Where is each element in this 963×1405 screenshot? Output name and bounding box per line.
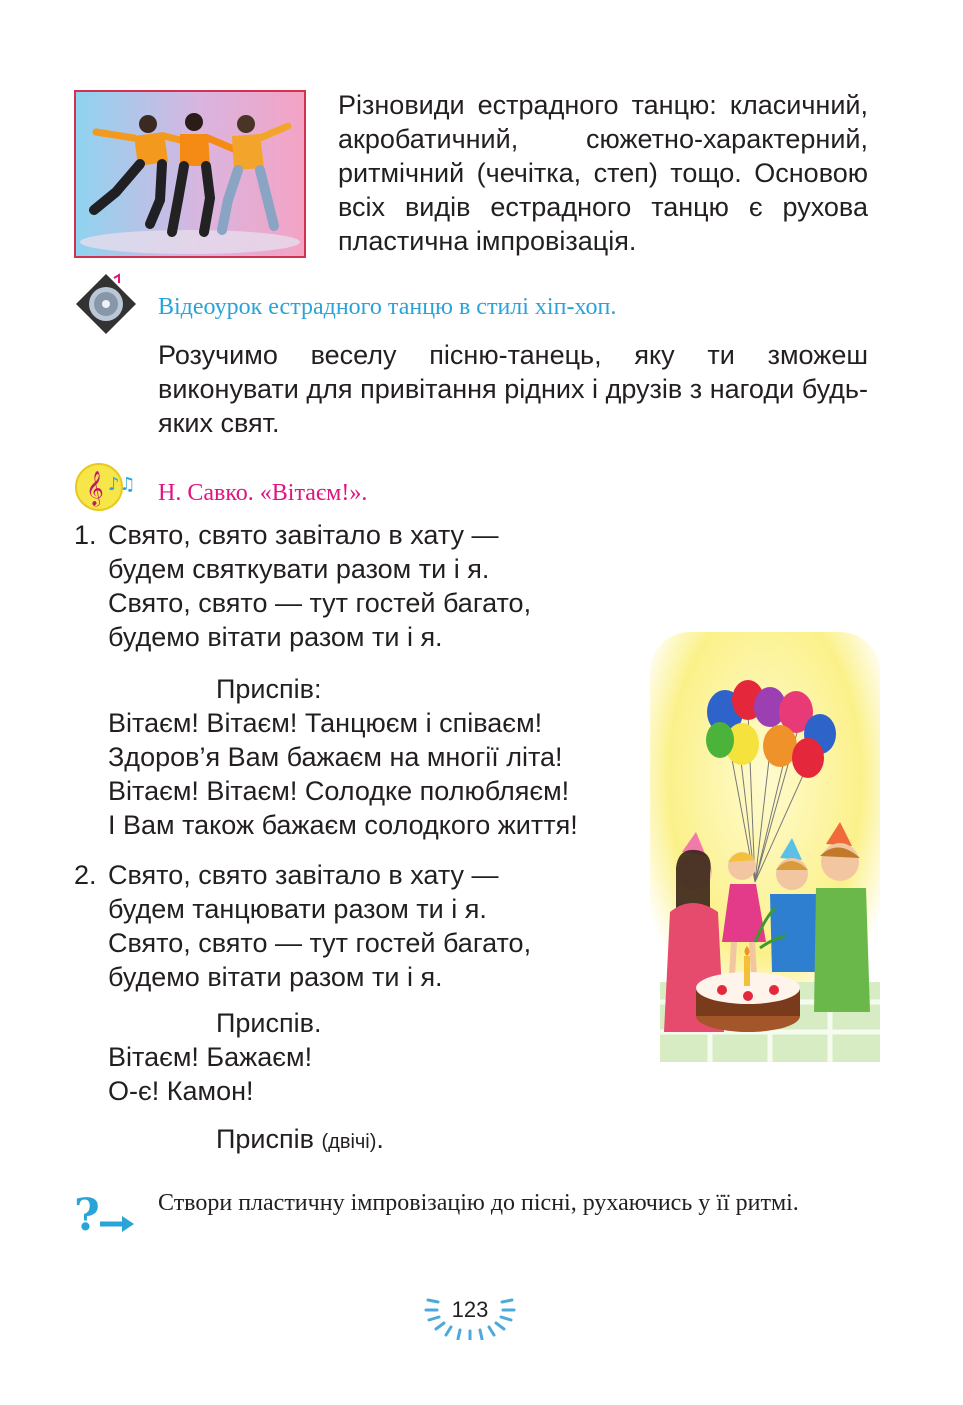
chorus-line: Вітаєм! Вітаєм! Солодке полюбляєм!	[108, 776, 570, 806]
verse-line: будем святкувати разом ти і я.	[108, 554, 490, 584]
verse-line: Свято, свято — тут гостей багато,	[108, 588, 532, 618]
verse-line: Свято, свято — тут гостей багато,	[108, 928, 532, 958]
chorus-2	[74, 1006, 634, 1108]
video-lesson-link[interactable]: Відеоурок естрадного танцю в стилі хіп-хоп.	[158, 294, 617, 320]
intro-paragraph: Різновиди естрадного танцю: класичний, акробатичний, сюжетно-характерний, ритмічний (чечітка, степ) тощо. Основою всіх видів естрадного танцю є рухова пластична імпровізація.	[338, 90, 868, 256]
page-number-ornament	[420, 1290, 520, 1340]
verse-number: 2.	[74, 860, 97, 890]
verse-line: 2. Свято, свято завітало в хату —	[74, 860, 499, 890]
verse-1	[74, 518, 634, 654]
verse-line: 1. Свято, свято завітало в хату —	[74, 520, 499, 550]
svg-text:?: ?	[74, 1190, 100, 1240]
chorus-line: Вітаєм! Вітаєм! Танцюєм і співаєм!	[108, 708, 543, 738]
chorus-3	[74, 1122, 634, 1159]
learn-paragraph: Розучимо веселу пісню-танець, яку ти зможеш виконувати для привітання рідних і друзів з нагоди будь-яких свят.	[158, 340, 868, 438]
chorus-1	[74, 672, 654, 842]
dance-photo	[74, 90, 306, 258]
music-note-icon	[74, 462, 136, 512]
question-arrow-icon	[74, 1190, 138, 1240]
chorus-title: Приспів (двічі).	[216, 1124, 384, 1154]
chorus-line: І Вам також бажаєм солодкого життя!	[108, 810, 578, 840]
chorus-line: Здоров’я Вам бажаєм на многії літа!	[108, 742, 563, 772]
repeat-note: (двічі)	[321, 1131, 377, 1153]
svg-text:𝄞: 𝄞	[86, 471, 104, 506]
verse-line: будемо вітати разом ти і я.	[108, 622, 443, 652]
verse-line: будем танцювати разом ти і я.	[108, 894, 487, 924]
video-disc-icon[interactable]	[74, 272, 138, 336]
chorus-line: Вітаєм! Бажаєм!	[108, 1042, 313, 1072]
chorus-title: Приспів:	[216, 674, 322, 704]
page-number: 123	[451, 1297, 489, 1322]
dancers-illustration	[76, 92, 304, 256]
task-text: Створи пластичну імпровізацію до пісні, рухаючись у її ритмі.	[158, 1190, 799, 1216]
svg-text:♪♫: ♪♫	[108, 474, 136, 495]
chorus-line: О-є! Камон!	[108, 1076, 254, 1106]
party-illustration	[630, 612, 880, 1064]
verse-number: 1.	[74, 520, 97, 550]
intro-text	[338, 88, 868, 258]
verse-line: будемо вітати разом ти і я.	[108, 962, 443, 992]
chorus-title: Приспів.	[216, 1008, 322, 1038]
verse-2	[74, 858, 634, 994]
song-title: Н. Савко. «Вітаєм!».	[158, 480, 368, 506]
